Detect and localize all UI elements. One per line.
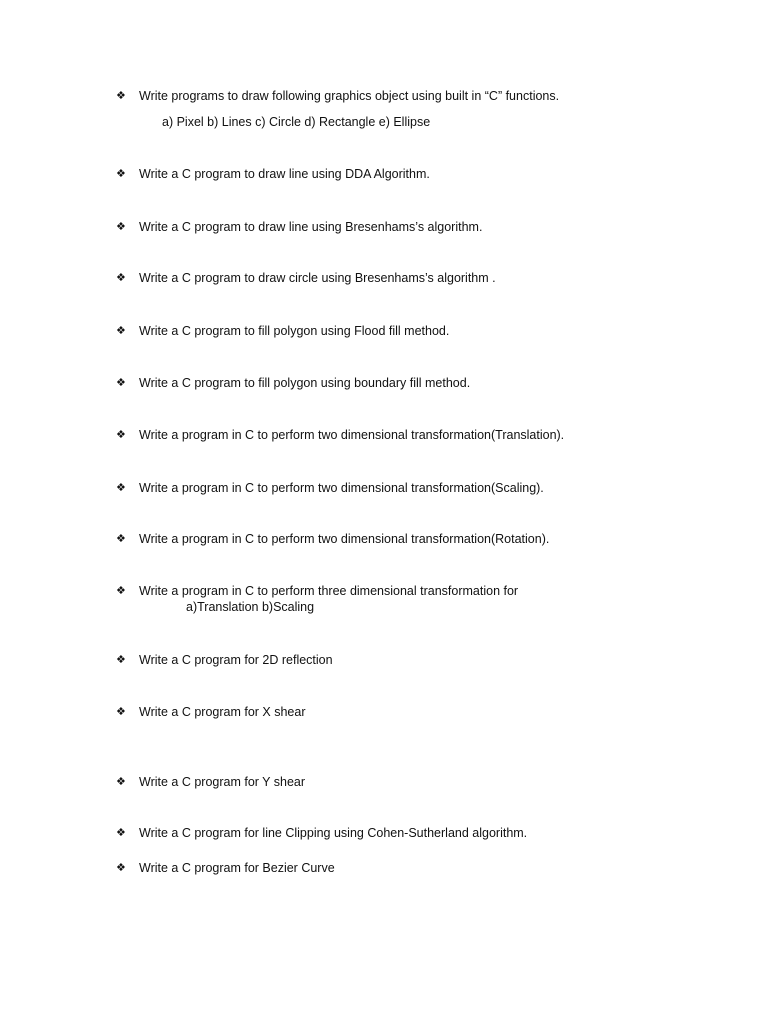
- bullet-icon: ❖: [116, 862, 126, 874]
- item-text: Write a program in C to perform two dimensional transformation(Scaling).: [139, 481, 544, 495]
- bullet-icon: ❖: [116, 585, 126, 597]
- bullet-icon: ❖: [116, 272, 126, 284]
- item-text: Write a C program for Y shear: [139, 775, 306, 789]
- item-text: Write a C program to draw line using DDA Algorithm.: [139, 167, 430, 181]
- item-text: Write a C program to fill polygon using Flood fill method.: [139, 324, 450, 338]
- item-text: Write a C program for X shear: [139, 705, 306, 719]
- bullet-icon: ❖: [116, 827, 126, 839]
- item-text: Write a C program to draw line using Bresenhams’s algorithm.: [139, 220, 483, 234]
- item-text: Write a program in C to perform two dimensional transformation(Translation).: [139, 428, 565, 442]
- bullet-icon: ❖: [116, 654, 126, 666]
- bullet-icon: ❖: [116, 90, 126, 102]
- bullet-icon: ❖: [116, 429, 126, 441]
- item-text: Write programs to draw following graphics object using built in “C” functions.: [139, 89, 560, 103]
- bullet-icon: ❖: [116, 776, 126, 788]
- bullet-icon: ❖: [116, 482, 126, 494]
- item-text: Write a C program for line Clipping using Cohen-Sutherland algorithm.: [139, 826, 528, 840]
- bullet-icon: ❖: [116, 706, 126, 718]
- bullet-icon: ❖: [116, 221, 126, 233]
- bullet-icon: ❖: [116, 533, 126, 545]
- bullet-icon: ❖: [116, 325, 126, 337]
- item-text: Write a C program to fill polygon using boundary fill method.: [139, 376, 471, 390]
- item-text: Write a C program to draw circle using Bresenhams’s algorithm .: [139, 271, 496, 285]
- item-text: Write a C program for 2D reflection: [139, 653, 333, 667]
- item-text: Write a program in C to perform three dimensional transformation for: [139, 584, 519, 598]
- item-text: Write a C program for Bezier Curve: [139, 861, 335, 875]
- bullet-icon: ❖: [116, 377, 126, 389]
- item-subtext: a)Translation b)Scaling: [186, 600, 315, 614]
- item-text: Write a program in C to perform two dimensional transformation(Rotation).: [139, 532, 550, 546]
- item-subtext: a) Pixel b) Lines c) Circle d) Rectangle e) Ellipse: [162, 115, 431, 129]
- bullet-icon: ❖: [116, 168, 126, 180]
